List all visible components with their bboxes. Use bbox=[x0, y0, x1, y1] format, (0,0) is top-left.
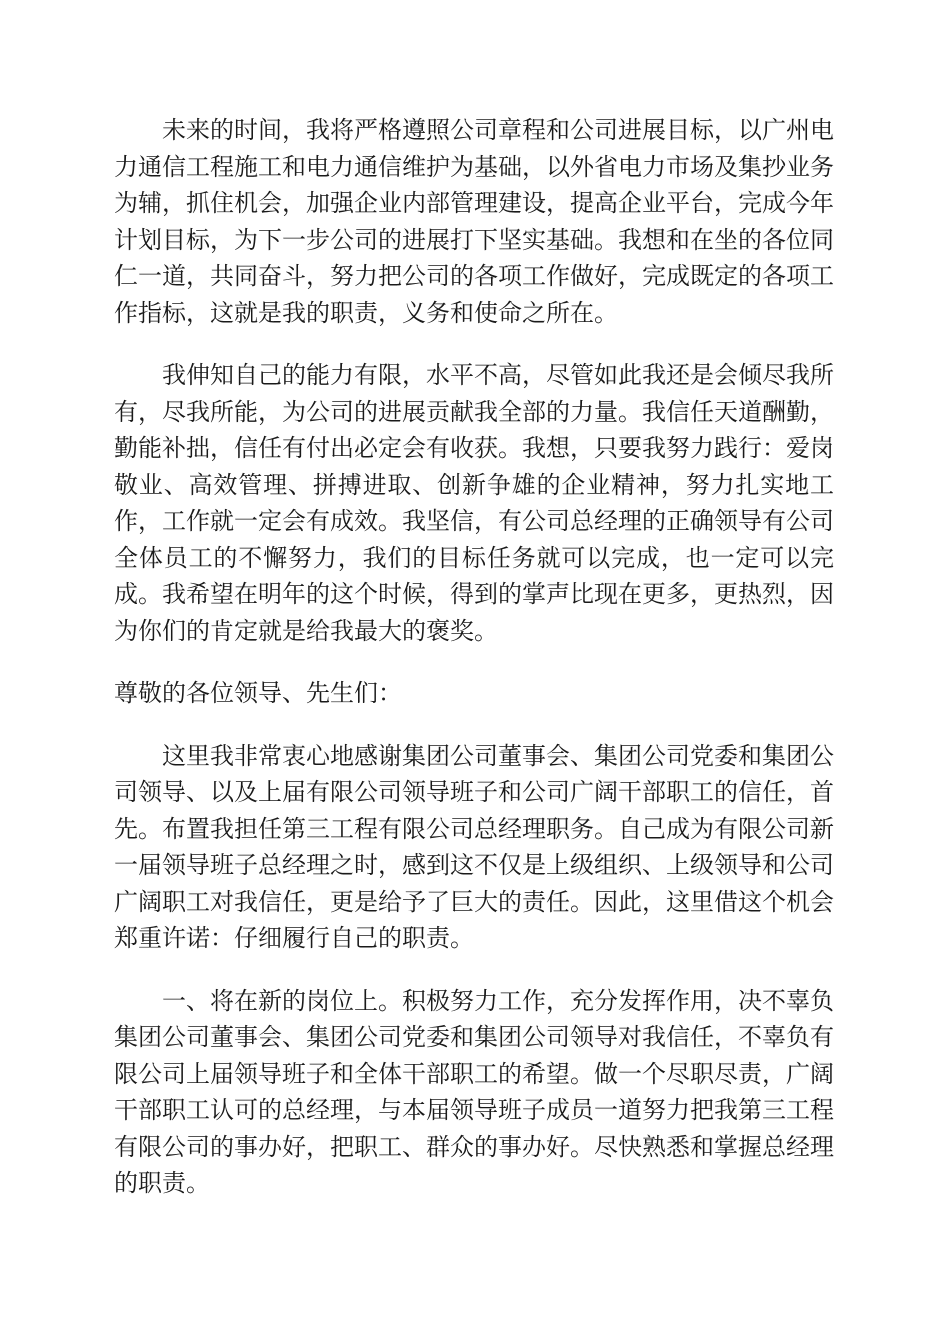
paragraph-future-plans: 未来的时间，我将严格遵照公司章程和公司进展目标，以广州电力通信工程施工和电力通信维护为基础，以外省电力市场及集抄业务为辅，抓住机会，加强企业内部管理建设，提高企业平台，完成今年计划目标，为下一步公司的进展打下坚实基础。我想和在坐的各位同仁一道，共同奋斗，努力把公司的各项工作做好，完成既定的各项工作指标，这就是我的职责，义务和使命之所在。 bbox=[114, 116, 834, 327]
paragraph-point-one: 一、将在新的岗位上。积极努力工作，充分发挥作用，决不辜负集团公司董事会、集团公司党委和集团公司领导对我信任，不辜负有限公司上届领导班子和全体干部职工的希望。做一个尽职尽责，广阔干部职工认可的总经理，与本届领导班子成员一道努力把我第三工程有限公司的事办好，把职工、群众的事办好。尽快熟悉和掌握总经理的职责。 bbox=[114, 986, 834, 1197]
paragraph-ability-commitment: 我伸知自己的能力有限，水平不高，尽管如此我还是会倾尽我所有，尽我所能，为公司的进展贡献我全部的力量。我信任天道酬勤，勤能补拙，信任有付出必定会有收获。我想，只要我努力践行：爱岗敬业、高效管理、拼搏进取、创新争雄的企业精神，努力扎实地工作，工作就一定会有成效。我坚信，有公司总经理的正确领导有公司全体员工的不懈努力，我们的目标任务就可以完成，也一定可以完成。我希望在明年的这个时候，得到的掌声比现在更多，更热烈，因为你们的肯定就是给我最大的褒奖。 bbox=[114, 361, 834, 645]
paragraph-salutation: 尊敬的各位领导、先生们： bbox=[114, 679, 402, 707]
document-body bbox=[114, 112, 834, 1228]
paragraph-thanks: 这里我非常衷心地感谢集团公司董事会、集团公司党委和集团公司领导、以及上届有限公司领导班子和公司广阔干部职工的信任，首先。布置我担任第三工程有限公司总经理职务。自己成为有限公司新一届领导班子总经理之时，感到这不仅是上级组织、上级领导和公司广阔职工对我信任，更是给予了巨大的责任。因此，这里借这个机会郑重许诺：仔细履行自己的职责。 bbox=[114, 741, 834, 952]
